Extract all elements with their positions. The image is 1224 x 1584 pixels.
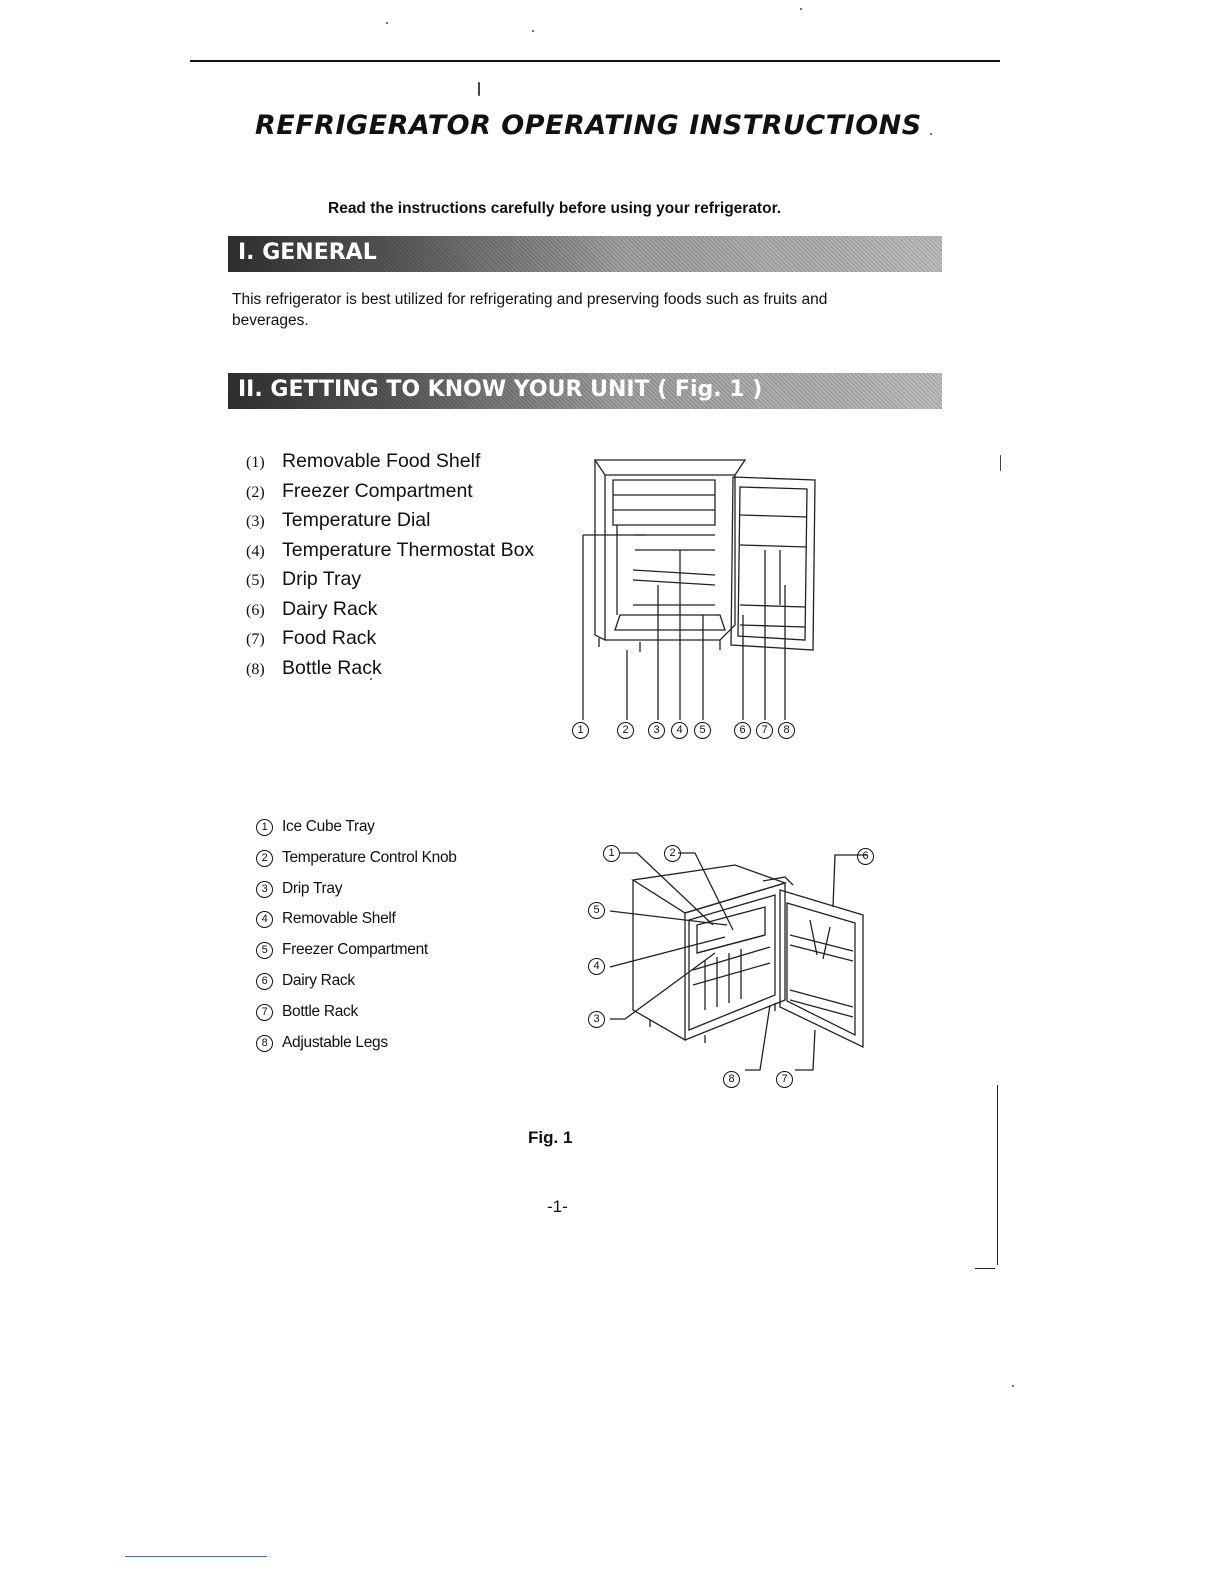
page-title: REFRIGERATOR OPERATING INSTRUCTIONS bbox=[255, 110, 922, 141]
item-number: 4 bbox=[256, 911, 273, 928]
item-label: Bottle Rack bbox=[282, 656, 382, 679]
callout: 1 bbox=[603, 845, 620, 862]
item-label: Ice Cube Tray bbox=[282, 818, 375, 835]
item-label: Drip Tray bbox=[282, 879, 343, 897]
list-item bbox=[246, 598, 534, 628]
scan-mark bbox=[386, 22, 388, 24]
item-label: Food Rack bbox=[282, 627, 377, 649]
item-number: 1 bbox=[256, 819, 273, 836]
item-label: Temperature Dial bbox=[282, 509, 431, 531]
figure-caption: Fig. 1 bbox=[528, 1128, 573, 1147]
item-label: Removable Shelf bbox=[282, 910, 396, 928]
item-number: (2) bbox=[246, 483, 265, 501]
list-item bbox=[256, 941, 457, 972]
item-number: 8 bbox=[256, 1035, 273, 1052]
list-item bbox=[246, 539, 534, 569]
item-number: 3 bbox=[256, 881, 273, 898]
callout: 2 bbox=[664, 845, 681, 862]
scan-mark bbox=[478, 82, 480, 96]
item-label: Dairy Rack bbox=[282, 597, 378, 620]
list-item bbox=[256, 818, 457, 849]
list-item bbox=[256, 880, 457, 911]
section-unit-heading: II. GETTING TO KNOW YOUR UNIT ( Fig. 1 ) bbox=[238, 377, 763, 402]
item-number: (6) bbox=[246, 601, 265, 619]
item-label: Temperature Control Knob bbox=[282, 848, 457, 866]
callout: 1 bbox=[572, 722, 589, 739]
margin-dash bbox=[975, 1268, 995, 1269]
item-label: Adjustable Legs bbox=[282, 1033, 388, 1051]
callout: 5 bbox=[588, 902, 605, 919]
list-item bbox=[256, 1034, 457, 1065]
item-label: Freezer Compartment bbox=[282, 479, 473, 502]
list-item bbox=[246, 509, 534, 539]
callout: 8 bbox=[778, 722, 795, 739]
callout: 4 bbox=[588, 958, 605, 975]
section-general-heading: I. GENERAL bbox=[238, 240, 377, 265]
callout: 7 bbox=[756, 722, 773, 739]
item-label: Bottle Rack bbox=[282, 1002, 358, 1020]
margin-line bbox=[997, 1085, 998, 1265]
list-item bbox=[246, 657, 534, 687]
item-number: 7 bbox=[256, 1004, 273, 1021]
callout: 4 bbox=[671, 722, 688, 739]
callout: 5 bbox=[694, 722, 711, 739]
item-number: (3) bbox=[246, 513, 265, 530]
item-number: (1) bbox=[246, 454, 265, 471]
scan-mark bbox=[1000, 455, 1001, 471]
bottom-underline bbox=[125, 1556, 267, 1557]
callout: 3 bbox=[648, 722, 665, 739]
section-unit-header bbox=[228, 373, 942, 409]
item-label: Dairy Rack bbox=[282, 971, 355, 989]
intro-text: Read the instructions carefully before using your refrigerator. bbox=[328, 200, 782, 217]
fridge-diagram-1 bbox=[575, 455, 835, 755]
list-item bbox=[256, 972, 457, 1003]
fridge-diagram-2 bbox=[585, 835, 885, 1095]
top-rule bbox=[190, 60, 1000, 62]
item-number: (5) bbox=[246, 572, 265, 589]
scan-mark bbox=[532, 30, 534, 32]
item-label: Temperature Thermostat Box bbox=[282, 538, 535, 561]
page-number: -1- bbox=[547, 1197, 568, 1216]
list-item bbox=[246, 480, 534, 510]
item-label: Freezer Compartment bbox=[282, 941, 428, 959]
list-item bbox=[246, 568, 534, 598]
scan-mark bbox=[800, 8, 802, 10]
item-label: Removable Food Shelf bbox=[282, 450, 481, 472]
callout: 8 bbox=[723, 1071, 740, 1088]
callout: 6 bbox=[734, 722, 751, 739]
callout: 7 bbox=[776, 1071, 793, 1088]
scan-mark bbox=[930, 133, 932, 135]
fig2-parts-list bbox=[256, 818, 457, 1064]
cabinet-top bbox=[595, 460, 745, 475]
item-number: (7) bbox=[246, 631, 265, 648]
item-number: 6 bbox=[256, 973, 273, 990]
callout: 6 bbox=[857, 848, 874, 865]
item-number: (8) bbox=[246, 660, 265, 678]
item-number: (4) bbox=[246, 542, 265, 560]
list-item bbox=[256, 910, 457, 941]
callout: 3 bbox=[588, 1011, 605, 1028]
cabinet-left bbox=[633, 880, 685, 1040]
list-item bbox=[246, 627, 534, 657]
parts-list bbox=[246, 450, 534, 686]
item-number: 5 bbox=[256, 942, 273, 959]
scan-mark bbox=[1012, 1385, 1014, 1387]
list-item bbox=[256, 849, 457, 880]
general-paragraph: This refrigerator is best utilized for refrigerating and preserving foods such as fruits and beverages. bbox=[232, 291, 828, 329]
cabinet-left bbox=[595, 460, 605, 640]
callout: 2 bbox=[617, 722, 634, 739]
list-item bbox=[256, 1003, 457, 1034]
item-label: Drip Tray bbox=[282, 568, 362, 590]
item-number: 2 bbox=[256, 850, 273, 867]
section-general-header bbox=[228, 236, 942, 272]
list-item bbox=[246, 450, 534, 480]
